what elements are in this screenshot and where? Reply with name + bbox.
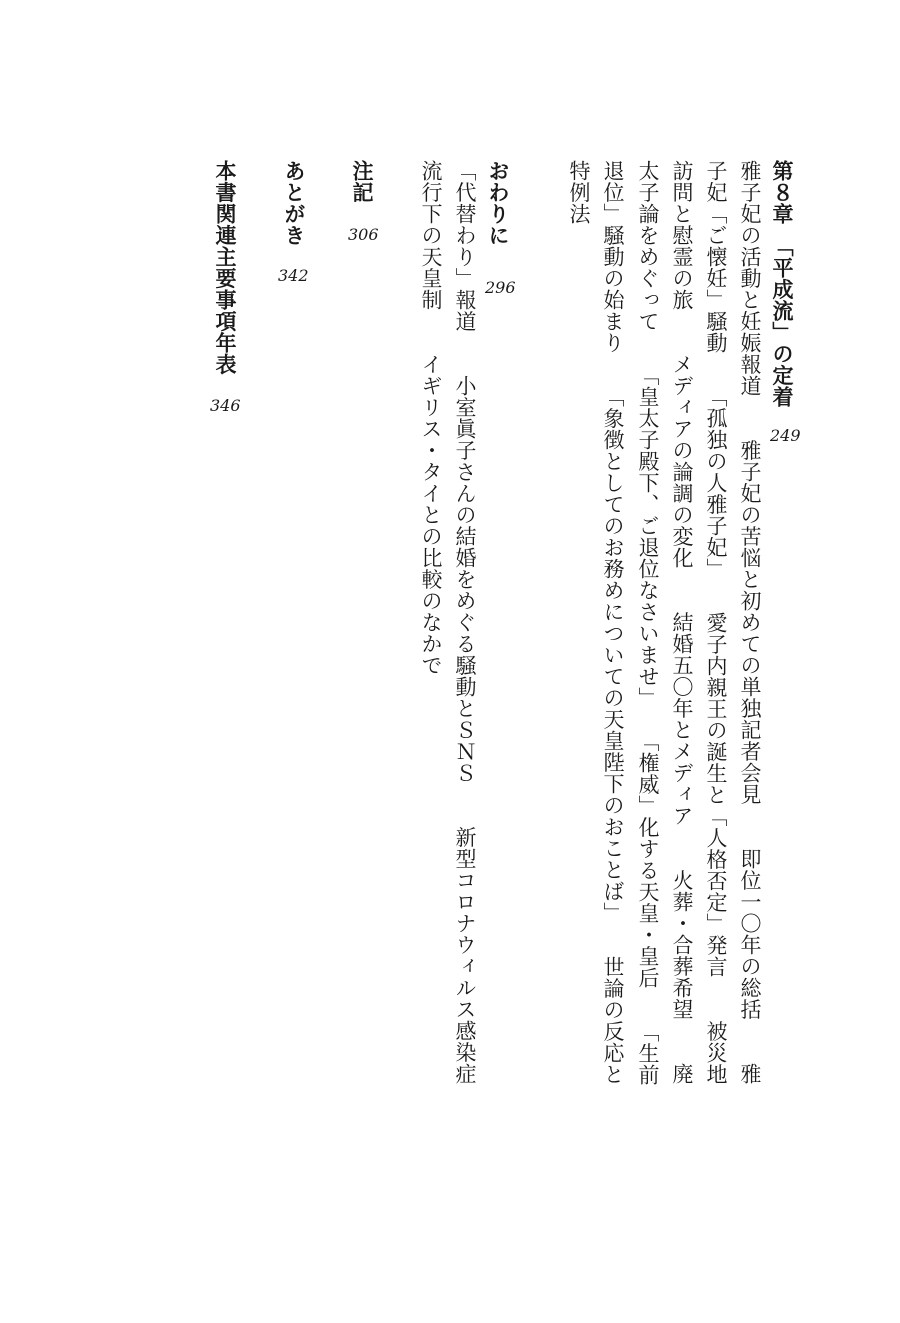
chapter8-page-number: 249: [770, 426, 801, 445]
owarini-line-1: 「代替わり」報道 小室眞子さんの結婚をめぐる騒動とＳＮＳ 新型コロナウィルス感染症: [453, 160, 477, 1085]
chapter8-line-5: 退位」騒動の始まり 「象徴としてのお務めについての天皇陛下のおことば」 世論の反応と: [601, 160, 625, 1085]
afterword-title: あとがき: [282, 160, 307, 246]
notes-page-number: 306: [348, 225, 379, 244]
afterword-page-number: 342: [278, 266, 309, 285]
chapter8-line-3: 訪問と慰霊の旅 メディアの論調の変化 結婚五〇年とメディア 火葬・合葬希望 廃: [670, 160, 694, 1085]
chronology-page-number: 346: [210, 396, 241, 415]
chronology-title: 本書関連主要事項年表: [213, 160, 238, 375]
chapter8-line-2: 子妃「ご懐妊」騒動 「孤独の人雅子妃」 愛子内親王の誕生と「人格否定」発言 被災地: [704, 160, 728, 1085]
owarini-page-number: 296: [485, 278, 516, 297]
chapter8-line-1: 雅子妃の活動と妊娠報道 雅子妃の苦悩と初めての単独記者会見 即位一〇年の総括 雅: [738, 160, 762, 1085]
notes-title: 注記: [350, 160, 375, 203]
owarini-line-2: 流行下の天皇制 イギリス・タイとの比較のなかで: [419, 160, 443, 676]
owarini-title: おわりに: [486, 160, 511, 246]
chapter8-line-4: 太子論をめぐって 「皇太子殿下、ご退位なさいませ」 「権威」化する天皇・皇后 「生前: [636, 160, 660, 1086]
chapter8-title: 第８章 「平成流」の定着: [770, 160, 795, 408]
chapter8-line-6: 特例法: [567, 160, 591, 225]
